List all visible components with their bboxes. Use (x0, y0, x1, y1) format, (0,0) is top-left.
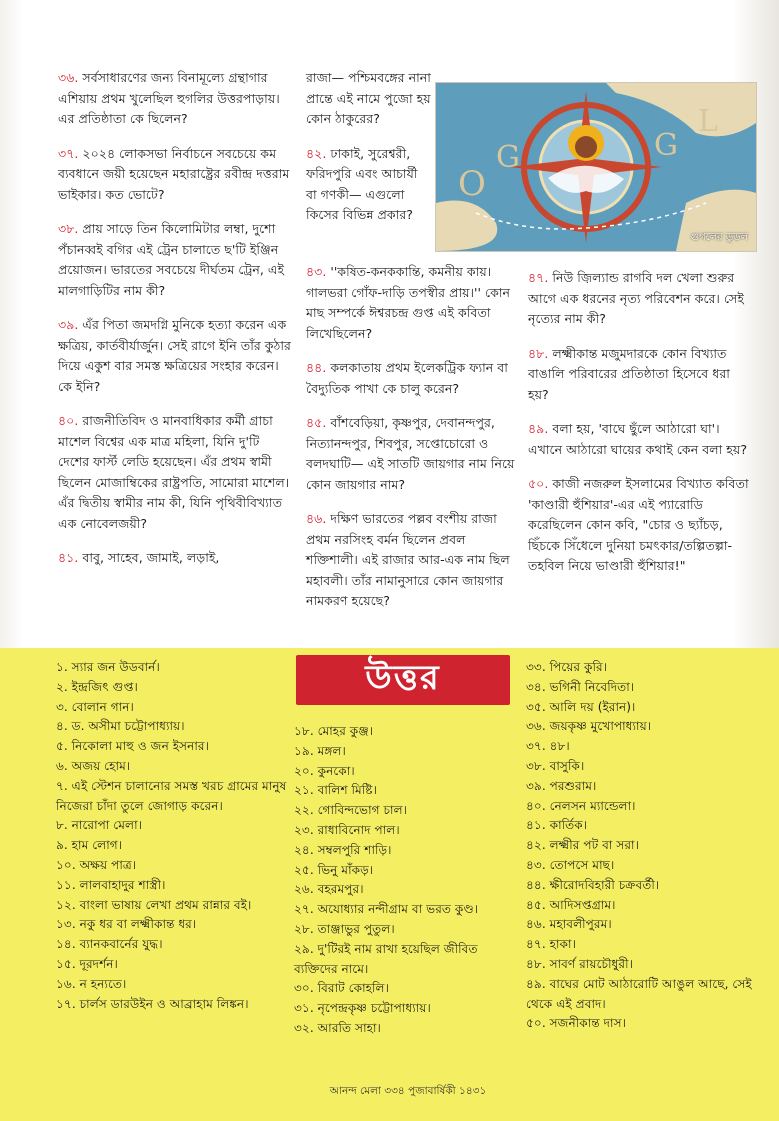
answers-title: উত্তর (296, 655, 510, 705)
answer-item: ৪১. কার্তিক। (526, 818, 588, 833)
question-43: ৪৩. ''কষিত-কনককান্তি, কমনীয় কায়। গালভরা গোঁফ-দাড়ি তপস্বীর প্রায়।'' কোন মাছ সম্পর্কে ঈশ্বরচন্দ্র গুপ্ত এই কবিতা লিখেছিলেন? (306, 264, 511, 341)
answer-item: ৪. ড. অসীমা চট্টোপাধ্যায়। (56, 719, 185, 734)
answer-item: ২১. বালিশ মিষ্টি। (294, 783, 377, 798)
questions-column-3 (528, 268, 750, 591)
answer-item: ১৫. দূরদর্শন। (56, 956, 118, 971)
answers-column-1 (56, 658, 288, 1014)
question-36: ৩৬. সর্বসাধারণের জন্য বিনামূল্যে গ্রন্থাগার এশিয়ায় প্রথম খুলেছিল হুগলির উত্তরপাড়ায়। এর প্রতিষ্ঠাতা কে ছিলেন? (58, 70, 280, 126)
answer-item: ৪৫. আদিসপ্তগ্রাম। (526, 897, 616, 912)
answer-item: ১৭. চার্লস ডারউইন ও আব্রাহাম লিঙ্কন। (56, 996, 249, 1011)
question-41-continued: রাজা— পশ্চিমবঙ্গের নানা প্রান্তে এই নামে পুজো হয় কোন ঠাকুরের? (306, 70, 431, 126)
answer-item: ২৬. বহরমপুর। (294, 882, 364, 897)
answer-item: ১৮. মোহর কুঞ্জ। (294, 724, 374, 738)
svg-text:G: G (496, 140, 520, 175)
answers-column-3 (526, 658, 754, 1034)
answer-item: ১৯. মঙ্গল। (294, 743, 346, 758)
answer-item: ৪৮. সাবর্ণ রায়চৌধুরী। (526, 956, 633, 971)
answer-item: ৮. নারোপা মেলা। (56, 818, 142, 833)
answer-item: ২৭. অযোধ্যার নন্দীগ্রাম বা ভরত কুণ্ড। (294, 902, 479, 917)
answer-item: ১৩. নকু ধর বা লক্ষ্মীকান্ত ধর। (56, 917, 197, 932)
answer-item: ৩৩. পিয়ের কুরি। (526, 660, 608, 674)
answer-item: ১৬. ন হন্যতে। (56, 976, 127, 991)
question-40: ৪০. রাজনীতিবিদ ও মানবাধিকার কর্মী গ্রাচা মাশেল বিশ্বের এক মাত্র মহিলা, যিনি দু'টি দেশের ফার্স্ট লেডি হয়েছেন। এঁর প্রথম স্বামী ছিলেন মোজাম্বিকের রাষ্ট্রপতি, সামোরা মাশেল। এঁর দ্বিতীয় স্বামীর নাম কী, যিনি পৃথিবীবিখ্যাত এক নোবেলজয়ী? (58, 413, 290, 531)
answer-item: ৩৯. পরশুরাম। (526, 778, 597, 793)
question-50: ৫০. কাজী নজরুল ইসলামের বিখ্যাত কবিতা 'কাণ্ডারী হুঁশিয়ার'-এর এই প্যারোডি করেছিলেন কোন কবি, "চোর ও ছ্যাঁচড়, ছিঁচকে সিঁধেলে দুনিয়া চমৎকার/তল্পিতল্পা-তহবিল নিয়ে ভাণ্ডারী হুঁশিয়ার!" (528, 476, 749, 573)
answer-item: ২২. গোবিন্দভোগ চাল। (294, 803, 408, 818)
answer-item: ৫. নিকোলা মাহু ও জন ইসনার। (56, 739, 209, 754)
compass-map-illustration (436, 83, 756, 251)
answer-item: ২৩. রাধাবিনোদ পাল। (294, 822, 400, 837)
questions-column-1 (58, 68, 294, 583)
questions-column-2-top (306, 68, 432, 240)
answer-item: ৪২. লক্ষ্মীর পট বা সরা। (526, 838, 639, 853)
answer-item: ৩২. আরতি সাহা। (294, 1020, 381, 1035)
answer-item: ১৪. ব্যানকবার্নের যুদ্ধ। (56, 937, 163, 952)
question-37: ৩৭. ২০২৪ লোকসভা নির্বাচনে সবচেয়ে কম ব্যবধানে জয়ী হয়েছেন মহারাষ্ট্রের রবীন্দ্র দত্তরাম ভাইকার। কত ভোটে? (58, 145, 290, 202)
answer-item: ৩৭. ৪৮। (526, 739, 570, 754)
question-49: ৪৯. বলা হয়, 'বাঘে ছুঁলে আঠারো ঘা'। এখানে আঠারো ঘায়ের কথাই কেন বলা হয়? (528, 421, 748, 457)
svg-text:L: L (698, 104, 718, 139)
answer-item: ৩৮. বাসুকি। (526, 758, 585, 773)
questions-column-2 (306, 262, 520, 626)
question-38: ৩৮. প্রায় সাড়ে তিন কিলোমিটার লম্বা, দুশো পঁচানব্বই বগির এই ট্রেন চালাতে ছ'টি ইঞ্জিন প্রয়োজন। ভারতের সবচেয়ে দীর্ঘতম ট্রেন, এই মালগাড়িটির নাম কী? (58, 221, 285, 298)
answer-item: ৩০. বিরাট কোহলি। (294, 981, 389, 996)
image-caption: গুগলের ডুডল (690, 232, 748, 243)
answer-item: ৪৩. তোপসে মাছ। (526, 857, 615, 872)
answer-item: ১. স্যার জন উডবার্ন। (56, 660, 160, 674)
question-48: ৪৮. লক্ষ্মীকান্ত মজুমদারকে কোন বিখ্যাত বাঙালি পরিবারের প্রতিষ্ঠাতা হিসেবে ধরা হয়? (528, 345, 730, 402)
answer-item: ২৪. সম্বলপুরি শাড়ি। (294, 842, 392, 857)
question-41: ৪১. বাবু, সাহেব, জামাই, লড়াই, (58, 550, 220, 565)
answer-item: ২৫. ভিনু মাঁকড়। (294, 862, 374, 877)
answer-item: ৪০. নেলসন ম্যান্ডেলা। (526, 798, 636, 813)
answer-item: ৯. হাম লোগ। (56, 838, 123, 853)
answer-item: ৩৫. আলি দয় (ইরান)। (526, 699, 636, 714)
answer-item: ২৯. দু'টিরই নাম রাখা হয়েছিল জীবিত ব্যক্তিদের নামে। (294, 941, 478, 976)
answer-item: ৪৯. বাঘের মোট আঠারোটি আঙুল আছে, সেই থেকে এই প্রবাদ। (526, 976, 752, 1011)
question-39: ৩৯. এঁর পিতা জমদগ্নি মুনিকে হত্যা করেন এক ক্ষত্রিয়, কার্তবীর্যার্জুন। সেই রাগে ইনি তাঁর কুঠার দিয়ে একুশ বার সমস্ত ক্ষত্রিয়ের সংহার করেন। কে ইনি? (58, 317, 291, 394)
answer-item: ১১. লালবাহাদুর শাস্ত্রী। (56, 877, 166, 892)
question-44: ৪৪. কলকাতায় প্রথম ইলেকট্রিক ফ্যান বা বৈদ্যুতিক পাখা কে চালু করেন? (306, 360, 508, 396)
question-45: ৪৫. বাঁশবেড়িয়া, কৃষ্ণপুর, দেবানন্দপুর, নিত্যানন্দপুর, শিবপুর, সপ্তোচোরো ও বলদঘাটি— এই সাতটি জায়গার নাম নিয়ে কোন জায়গার নাম? (306, 415, 515, 492)
answer-item: ৬. অজয় হোম। (56, 758, 131, 773)
answer-item: ৭. এই স্টেশন চালানোর সমস্ত খরচ গ্রামের মানুষ নিজেরা চাঁদা তুলে জোগাড় করেন। (56, 778, 287, 813)
answer-item: ৪৭. হাকা। (526, 937, 576, 952)
answer-item: ৩৬. জয়কৃষ্ণ মুখোপাধ্যায়। (526, 719, 652, 734)
answer-item: ৩৪. ভগিনী নিবেদিতা। (526, 679, 635, 694)
question-42: ৪২. ঢাকাই, সুরেশ্বরী, ফরিদপুরি এবং আচার্যী বা গণকী— এগুলো কিসের বিভিন্ন প্রকার? (306, 145, 418, 222)
page-footer: আনন্দ মেলা ৩৩৪ পুজাবার্ষিকী ১৪৩১ (329, 1085, 487, 1097)
question-47: ৪৭. নিউ জ়িল্যান্ড রাগবি দল খেলা শুরুর আগে এক ধরনের নৃত্য পরিবেশন করে। সেই নৃত্যের নাম কী? (528, 270, 744, 326)
answer-item: ৫০. সজনীকান্ত দাস। (526, 1016, 626, 1031)
svg-text:O: O (458, 164, 486, 204)
answer-item: ৩. বোলান গান। (56, 699, 134, 714)
answer-item: ১০. অক্ষয় পাত্র। (56, 857, 137, 872)
question-46: ৪৬. দক্ষিণ ভারতের পল্লব বংশীয় রাজা প্রথম নরসিংহ বর্মন ছিলেন প্রবল শক্তিশালী। এই রাজার আর-এক নাম ছিল মহাবলী। তাঁর নামানুসারে কোন জায়গার নামকরণ হয়েছে? (306, 511, 510, 608)
answer-item: ২. ইন্দ্রজিৎ গুপ্ত। (56, 679, 138, 694)
svg-text:G: G (654, 128, 678, 163)
answer-item: ২০. কুনকো। (294, 763, 355, 778)
google-doodle-map-image (435, 82, 757, 252)
answer-item: ৩১. নৃপেন্দ্রকৃষ্ণ চট্টোপাধ্যায়। (294, 1001, 431, 1016)
answer-item: ২৮. তাঞ্জাভুর পুতুল। (294, 921, 395, 936)
answers-column-2 (294, 722, 516, 1039)
answer-item: ৪৪. ক্ষীরোদবিহারী চক্রবর্তী। (526, 877, 660, 892)
answer-item: ৪৬. মহাবলীপুরম। (526, 917, 612, 932)
answer-item: ১২. বাংলা ভাষায় লেখা প্রথম রান্নার বই। (56, 897, 252, 912)
